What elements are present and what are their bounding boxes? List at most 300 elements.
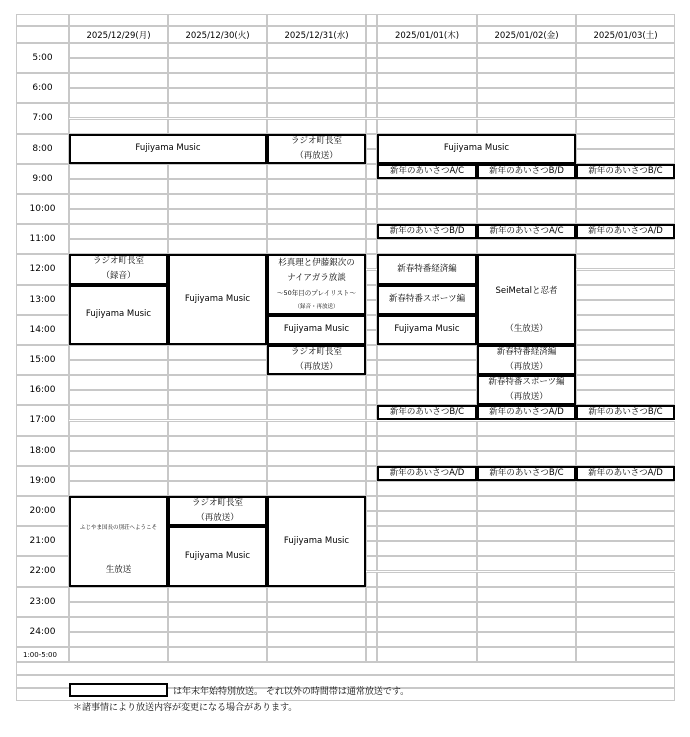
- slot-cell: [377, 73, 477, 88]
- slot-cell: [366, 209, 377, 224]
- slot-cell: [366, 481, 377, 496]
- slot-cell: [267, 390, 366, 405]
- date-header: 2025/01/03(土): [576, 26, 675, 43]
- slot-cell: [477, 587, 576, 602]
- program-radio-choucho-1231-1500: [267, 345, 366, 375]
- slot-cell: [267, 436, 366, 451]
- slot-cell: [477, 496, 576, 511]
- slot-cell: [366, 451, 377, 466]
- program-line: Fujiyama Music: [394, 324, 460, 335]
- slot-cell: [69, 179, 168, 194]
- program-shinshun-keizai-0101: [377, 254, 477, 284]
- slot-cell: [267, 194, 366, 209]
- slot-cell: [377, 541, 477, 556]
- slot-cell: [366, 360, 377, 375]
- slot-cell: [168, 421, 267, 436]
- slot-cell: [576, 421, 675, 436]
- slot-cell: [69, 405, 168, 420]
- time-label: 13:00: [16, 285, 69, 315]
- program-line: 新年のあいさつA/C: [389, 165, 465, 176]
- program-greet-0102-1700: [477, 405, 576, 420]
- slot-cell: [377, 103, 477, 118]
- slot-cell: [477, 541, 576, 556]
- slot-cell: [366, 103, 377, 118]
- slot-cell: [477, 617, 576, 632]
- slot-cell: [267, 119, 366, 134]
- slot-cell: [576, 270, 675, 285]
- slot-cell: [366, 466, 377, 481]
- program-fujiyama-1230-1200: [168, 254, 267, 345]
- slot-cell: [69, 632, 168, 647]
- program-line: 新年のあいさつA/D: [588, 226, 663, 237]
- slot-cell: [267, 179, 366, 194]
- slot-cell: [477, 58, 576, 73]
- program-line: Fujiyama Music: [85, 309, 152, 320]
- time-label: 18:00: [16, 436, 69, 466]
- program-line: ラジオ町長室: [92, 256, 144, 267]
- corner-cell: [16, 26, 69, 43]
- program-line: Fujiyama Music: [135, 143, 201, 154]
- slot-cell: [477, 103, 576, 118]
- slot-cell: [477, 88, 576, 103]
- slot-cell: [477, 572, 576, 587]
- slot-cell: [377, 556, 477, 571]
- slot-cell: [267, 58, 366, 73]
- blank-cell: [477, 14, 576, 26]
- slot-cell: [477, 73, 576, 88]
- slot-cell: [366, 179, 377, 194]
- blank-cell: [366, 14, 377, 26]
- slot-cell: [168, 103, 267, 118]
- slot-cell: [377, 481, 477, 496]
- program-fujiyama-0101-0800: [377, 134, 576, 164]
- slot-cell: [377, 88, 477, 103]
- slot-cell: [576, 103, 675, 118]
- slot-cell: [576, 73, 675, 88]
- slot-cell: [366, 88, 377, 103]
- time-label: 11:00: [16, 224, 69, 254]
- slot-cell: [366, 421, 377, 436]
- slot-cell: [377, 390, 477, 405]
- time-label: 6:00: [16, 73, 69, 103]
- slot-cell: [267, 632, 366, 647]
- program-greet-0102-1100: [477, 224, 576, 239]
- slot-cell: [69, 164, 168, 179]
- program-shinshun-sports-0102: [477, 375, 576, 405]
- program-line: 新年のあいさつB/C: [389, 407, 465, 418]
- slot-cell: [576, 43, 675, 58]
- slot-cell: [377, 194, 477, 209]
- slot-cell: [377, 496, 477, 511]
- time-label: 5:00: [16, 43, 69, 73]
- slot-cell: [168, 73, 267, 88]
- slot-cell: [477, 511, 576, 526]
- slot-cell: [366, 164, 377, 179]
- time-label: 16:00: [16, 375, 69, 405]
- time-label: 23:00: [16, 587, 69, 617]
- slot-cell: [477, 436, 576, 451]
- program-line: （再放送）: [196, 513, 239, 524]
- slot-cell: [267, 481, 366, 496]
- slot-cell: [366, 254, 377, 269]
- slot-cell: [69, 466, 168, 481]
- slot-cell: [377, 43, 477, 58]
- program-line: ～50年目のプレイリスト～: [276, 288, 357, 297]
- slot-cell: [576, 496, 675, 511]
- slot-cell: [576, 119, 675, 134]
- program-line: （再放送）: [295, 150, 338, 161]
- slot-cell: [366, 345, 377, 360]
- slot-cell: [576, 390, 675, 405]
- slot-cell: [377, 511, 477, 526]
- slot-cell: [168, 194, 267, 209]
- program-line: ラジオ町長室: [290, 347, 342, 358]
- slot-cell: [69, 194, 168, 209]
- slot-cell: [267, 587, 366, 602]
- slot-cell: [576, 556, 675, 571]
- program-line: 新年のあいさつA/D: [588, 467, 663, 478]
- slot-cell: [267, 224, 366, 239]
- program-greet-0102-0900: [477, 164, 576, 179]
- time-label: 22:00: [16, 556, 69, 586]
- slot-cell: [267, 73, 366, 88]
- slot-cell: [576, 647, 675, 662]
- slot-cell: [576, 330, 675, 345]
- slot-cell: [366, 526, 377, 541]
- program-fujiyama-1231-1400: [267, 315, 366, 345]
- slot-cell: [69, 375, 168, 390]
- slot-cell: [168, 360, 267, 375]
- blank-cell: [267, 14, 366, 26]
- slot-cell: [168, 481, 267, 496]
- slot-cell: [267, 466, 366, 481]
- slot-cell: [69, 360, 168, 375]
- slot-cell: [69, 209, 168, 224]
- date-header: 2025/12/30(火): [168, 26, 267, 43]
- date-header: 2025/01/01(木): [377, 26, 477, 43]
- slot-cell: [366, 224, 377, 239]
- slot-cell: [366, 134, 377, 149]
- slot-cell: [69, 602, 168, 617]
- program-greet-0101-0900: [377, 164, 477, 179]
- slot-cell: [576, 134, 675, 149]
- blank-cell: [16, 14, 69, 26]
- slot-cell: [69, 451, 168, 466]
- slot-cell: [576, 526, 675, 541]
- slot-cell: [267, 239, 366, 254]
- slot-cell: [576, 602, 675, 617]
- slot-cell: [168, 632, 267, 647]
- slot-cell: [477, 43, 576, 58]
- slot-cell: [477, 556, 576, 571]
- program-greet-0101-1900: [377, 466, 477, 481]
- time-label: 8:00: [16, 134, 69, 164]
- slot-cell: [267, 375, 366, 390]
- slot-cell: [69, 587, 168, 602]
- slot-cell: [267, 103, 366, 118]
- slot-cell: [377, 572, 477, 587]
- slot-cell: [576, 194, 675, 209]
- program-shinshun-keizai-0102: [477, 345, 576, 375]
- program-fujiyama-1229-1300: [69, 285, 168, 345]
- slot-cell: [366, 73, 377, 88]
- slot-cell: [366, 300, 377, 315]
- slot-cell: [576, 315, 675, 330]
- slot-cell: [366, 239, 377, 254]
- gap-cell: [366, 26, 377, 43]
- slot-cell: [366, 375, 377, 390]
- slot-cell: [576, 617, 675, 632]
- slot-cell: [168, 209, 267, 224]
- date-header: 2025/01/02(金): [477, 26, 576, 43]
- program-greet-0103-1100: [576, 224, 675, 239]
- blank-cell: [168, 14, 267, 26]
- program-line: （再放送）: [505, 362, 548, 373]
- slot-cell: [168, 647, 267, 662]
- slot-cell: [69, 224, 168, 239]
- slot-cell: [366, 647, 377, 662]
- slot-cell: [477, 481, 576, 496]
- slot-cell: [267, 43, 366, 58]
- slot-cell: [576, 451, 675, 466]
- slot-cell: [477, 119, 576, 134]
- blank-cell: [377, 14, 477, 26]
- slot-cell: [377, 209, 477, 224]
- program-greet-0101-1700: [377, 405, 477, 420]
- slot-cell: [168, 375, 267, 390]
- slot-cell: [366, 511, 377, 526]
- program-greet-0103-0900: [576, 164, 675, 179]
- time-label: 19:00: [16, 466, 69, 496]
- slot-cell: [377, 617, 477, 632]
- program-radio-choucho-1230-2000: [168, 496, 267, 526]
- slot-cell: [576, 632, 675, 647]
- slot-cell: [168, 617, 267, 632]
- slot-cell: [377, 451, 477, 466]
- slot-cell: [69, 239, 168, 254]
- slot-cell: [477, 647, 576, 662]
- program-line: Fujiyama Music: [443, 143, 510, 154]
- slot-cell: [377, 345, 477, 360]
- slot-cell: [377, 360, 477, 375]
- slot-cell: [267, 602, 366, 617]
- slot-cell: [576, 541, 675, 556]
- slot-cell: [366, 330, 377, 345]
- program-shinshun-sports-0101: [377, 285, 477, 315]
- slot-cell: [267, 164, 366, 179]
- program-greet-0103-1700: [576, 405, 675, 420]
- slot-cell: [366, 541, 377, 556]
- slot-cell: [168, 164, 267, 179]
- slot-cell: [366, 617, 377, 632]
- program-radio-choucho-1231-0800: [267, 134, 366, 164]
- change-note: ＊諸事情により放送内容が変更になる場合があります。: [73, 703, 298, 713]
- program-line: （録音・再放送）: [294, 303, 339, 310]
- program-line: 新年のあいさつA/C: [489, 226, 564, 237]
- slot-cell: [576, 587, 675, 602]
- program-line: Fujiyama Music: [283, 535, 350, 546]
- time-label: 1:00-5:00: [16, 647, 69, 662]
- slot-cell: [576, 209, 675, 224]
- program-radio-choucho-1229-1200: [69, 254, 168, 284]
- time-label: 14:00: [16, 315, 69, 345]
- program-line: 新年のあいさつB/D: [389, 226, 465, 237]
- slot-cell: [477, 526, 576, 541]
- program-line: 新年のあいさつA/D: [489, 407, 564, 418]
- program-line: Fujiyama Music: [184, 294, 251, 305]
- date-header: 2025/12/31(水): [267, 26, 366, 43]
- program-line: 新年のあいさつA/D: [389, 467, 465, 478]
- slot-cell: [69, 647, 168, 662]
- slot-cell: [168, 602, 267, 617]
- slot-cell: [366, 315, 377, 330]
- program-line: 新春特番スポーツ編: [388, 294, 466, 305]
- program-line: Fujiyama Music: [283, 324, 350, 335]
- program-fujiyama-1231-2000: [267, 496, 366, 587]
- slot-cell: [366, 602, 377, 617]
- slot-cell: [366, 587, 377, 602]
- slot-cell: [168, 239, 267, 254]
- slot-cell: [576, 239, 675, 254]
- slot-cell: [168, 451, 267, 466]
- legend-swatch: [69, 683, 168, 697]
- slot-cell: [477, 179, 576, 194]
- slot-cell: [576, 375, 675, 390]
- slot-cell: [366, 390, 377, 405]
- slot-cell: [69, 481, 168, 496]
- time-label: 20:00: [16, 496, 69, 526]
- program-line: （再放送）: [295, 362, 338, 373]
- legend-row-cell: [16, 662, 675, 675]
- slot-cell: [366, 405, 377, 420]
- slot-cell: [168, 179, 267, 194]
- slot-cell: [377, 179, 477, 194]
- program-sugi-1231-1200: [267, 254, 366, 314]
- slot-cell: [377, 602, 477, 617]
- slot-cell: [366, 632, 377, 647]
- program-line: 新春特番経済編: [496, 347, 557, 358]
- slot-cell: [69, 617, 168, 632]
- program-greet-0102-1900: [477, 466, 576, 481]
- slot-cell: [377, 587, 477, 602]
- time-label: 7:00: [16, 103, 69, 133]
- slot-cell: [576, 285, 675, 300]
- slot-cell: [69, 119, 168, 134]
- slot-cell: [576, 345, 675, 360]
- slot-cell: [377, 58, 477, 73]
- slot-cell: [168, 88, 267, 103]
- slot-cell: [477, 632, 576, 647]
- slot-cell: [366, 58, 377, 73]
- slot-cell: [366, 572, 377, 587]
- date-header: 2025/12/29(月): [69, 26, 168, 43]
- program-fujiyama-1229-0800: [69, 134, 267, 164]
- program-line: 新年のあいさつB/C: [588, 407, 663, 418]
- program-line: 杉真理と伊藤銀次の: [278, 257, 355, 268]
- program-seimetal: [477, 254, 576, 345]
- program-line: 新年のあいさつB/C: [489, 467, 564, 478]
- blank-cell: [576, 14, 675, 26]
- time-label: 9:00: [16, 164, 69, 194]
- slot-cell: [267, 451, 366, 466]
- program-line: ふじやま国長の別荘へようこそ: [79, 525, 157, 531]
- slot-cell: [168, 224, 267, 239]
- program-line: SeiMetalと忍者: [495, 286, 558, 297]
- time-label: 21:00: [16, 526, 69, 556]
- slot-cell: [267, 88, 366, 103]
- program-greet-0101-1100: [377, 224, 477, 239]
- slot-cell: [576, 436, 675, 451]
- program-fujiyama-bessou: [69, 496, 168, 587]
- program-line: （再放送）: [505, 392, 548, 403]
- slot-cell: [267, 421, 366, 436]
- time-label: 24:00: [16, 617, 69, 647]
- slot-cell: [168, 587, 267, 602]
- program-fujiyama-1230-2100: [168, 526, 267, 586]
- blank-cell: [69, 14, 168, 26]
- slot-cell: [168, 436, 267, 451]
- slot-cell: [366, 270, 377, 285]
- slot-cell: [366, 194, 377, 209]
- program-line: ラジオ町長室: [191, 498, 243, 509]
- slot-cell: [69, 73, 168, 88]
- slot-cell: [576, 179, 675, 194]
- slot-cell: [477, 421, 576, 436]
- slot-cell: [576, 88, 675, 103]
- slot-cell: [69, 43, 168, 58]
- slot-cell: [366, 496, 377, 511]
- slot-cell: [377, 239, 477, 254]
- program-line: 新年のあいさつB/C: [588, 165, 663, 176]
- program-line: （録音）: [101, 271, 136, 282]
- slot-cell: [366, 436, 377, 451]
- legend-text: は年末年始特別放送。 それ以外の時間帯は通常放送です。: [173, 687, 410, 697]
- slot-cell: [366, 119, 377, 134]
- program-line: ナイアガラ放談: [287, 272, 346, 283]
- slot-cell: [168, 390, 267, 405]
- slot-cell: [168, 466, 267, 481]
- program-fujiyama-0101-1400: [377, 315, 477, 345]
- slot-cell: [576, 511, 675, 526]
- program-line: （生放送）: [505, 324, 548, 335]
- program-line: 生放送: [105, 565, 132, 575]
- slot-cell: [477, 451, 576, 466]
- slot-cell: [168, 58, 267, 73]
- slot-cell: [69, 103, 168, 118]
- slot-cell: [377, 436, 477, 451]
- program-line: 新春特番経済編: [397, 263, 457, 274]
- program-line: Fujiyama Music: [184, 550, 251, 561]
- time-label: 15:00: [16, 345, 69, 375]
- slot-cell: [477, 194, 576, 209]
- slot-cell: [168, 43, 267, 58]
- slot-cell: [69, 58, 168, 73]
- slot-cell: [576, 254, 675, 269]
- slot-cell: [69, 345, 168, 360]
- time-label: 12:00: [16, 254, 69, 284]
- slot-cell: [267, 647, 366, 662]
- time-label: 10:00: [16, 194, 69, 224]
- slot-cell: [377, 632, 477, 647]
- slot-cell: [267, 617, 366, 632]
- slot-cell: [366, 43, 377, 58]
- slot-cell: [267, 405, 366, 420]
- slot-cell: [576, 149, 675, 164]
- slot-cell: [69, 421, 168, 436]
- slot-cell: [576, 481, 675, 496]
- slot-cell: [69, 436, 168, 451]
- program-line: 新春特番スポーツ編: [488, 377, 565, 388]
